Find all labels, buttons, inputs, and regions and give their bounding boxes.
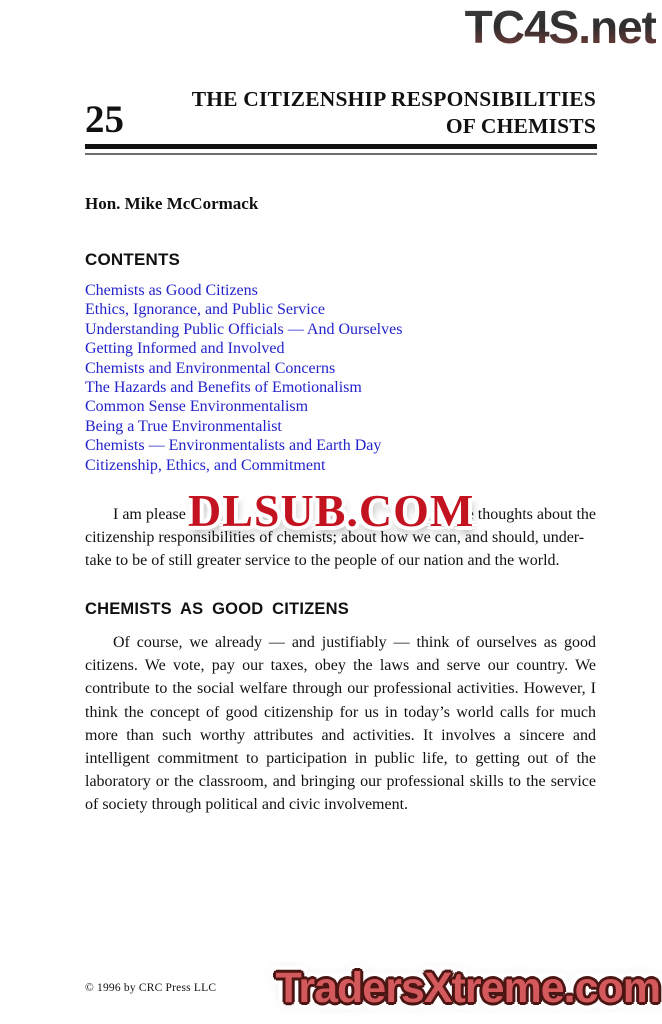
section-body-paragraph: Of course, we already — and justifiably — think of ourselves as good citizens. We vote, pay our taxes, obey the laws and serve our country. We contribute to the social welfare through our professional activities. However, I think the concept of good citizenship for us in today’s world calls for much more than such worthy attributes and activities. It involves a sincere and intelligent commitment to participation in public life, to getting out of the laboratory or the classroom, and bringing our professional skills to the service of society through political and civic involvement. xyxy=(85,634,596,814)
section-heading-chemists-as-good-citizens: CHEMISTS AS GOOD CITIZENS xyxy=(85,600,349,618)
tradersxtreme-watermark: TradersXtreme.com xyxy=(275,964,660,1012)
divider-thick-rule xyxy=(85,144,597,149)
contents-link[interactable]: Chemists as Good Citizens xyxy=(85,282,258,299)
chapter-number: 25 xyxy=(85,98,124,141)
intro-line3: take to be of still greater service to the people of our nation and the world. xyxy=(85,552,560,570)
intro-line2: citizenship responsibilities of chemists; about how we can, and should, under- xyxy=(85,529,585,547)
author-name: Hon. Mike McCormack xyxy=(85,194,259,213)
contents-link[interactable]: Understanding Public Officials — And Ourselves xyxy=(85,320,403,338)
contents-link[interactable]: Common Sense Environmentalism xyxy=(85,398,309,416)
contents-link[interactable]: Being a True Environmentalist xyxy=(85,417,282,435)
divider-thin-rule xyxy=(85,153,597,155)
contents-list xyxy=(85,281,595,475)
intro-line1-left-fragment: I am please xyxy=(113,506,186,523)
chapter-title xyxy=(116,86,596,140)
contents-heading: CONTENTS xyxy=(85,250,181,269)
contents-link[interactable]: Citizenship, Ethics, and Commitment xyxy=(85,456,326,474)
contents-link[interactable]: The Hazards and Benefits of Emotionalism xyxy=(85,379,362,397)
contents-link[interactable]: Getting Informed and Involved xyxy=(85,340,285,358)
contents-link[interactable]: Chemists and Environmental Concerns xyxy=(85,359,336,377)
intro-line1-right-fragment: e thoughts about the xyxy=(466,506,596,523)
copyright-notice: © 1996 by CRC Press LLC xyxy=(85,982,217,994)
contents-link[interactable]: Ethics, Ignorance, and Public Service xyxy=(85,301,325,319)
chapter-title-line2: OF CHEMISTS xyxy=(445,114,596,138)
contents-link[interactable]: Chemists — Environmentalists and Earth Day xyxy=(85,437,382,455)
chapter-title-line1: THE CITIZENSHIP RESPONSIBILITIES xyxy=(191,87,596,111)
header-divider xyxy=(85,144,597,155)
dlsub-watermark: DLSUB.COM xyxy=(188,485,475,536)
tc4s-watermark: TC4S.net xyxy=(464,1,656,53)
